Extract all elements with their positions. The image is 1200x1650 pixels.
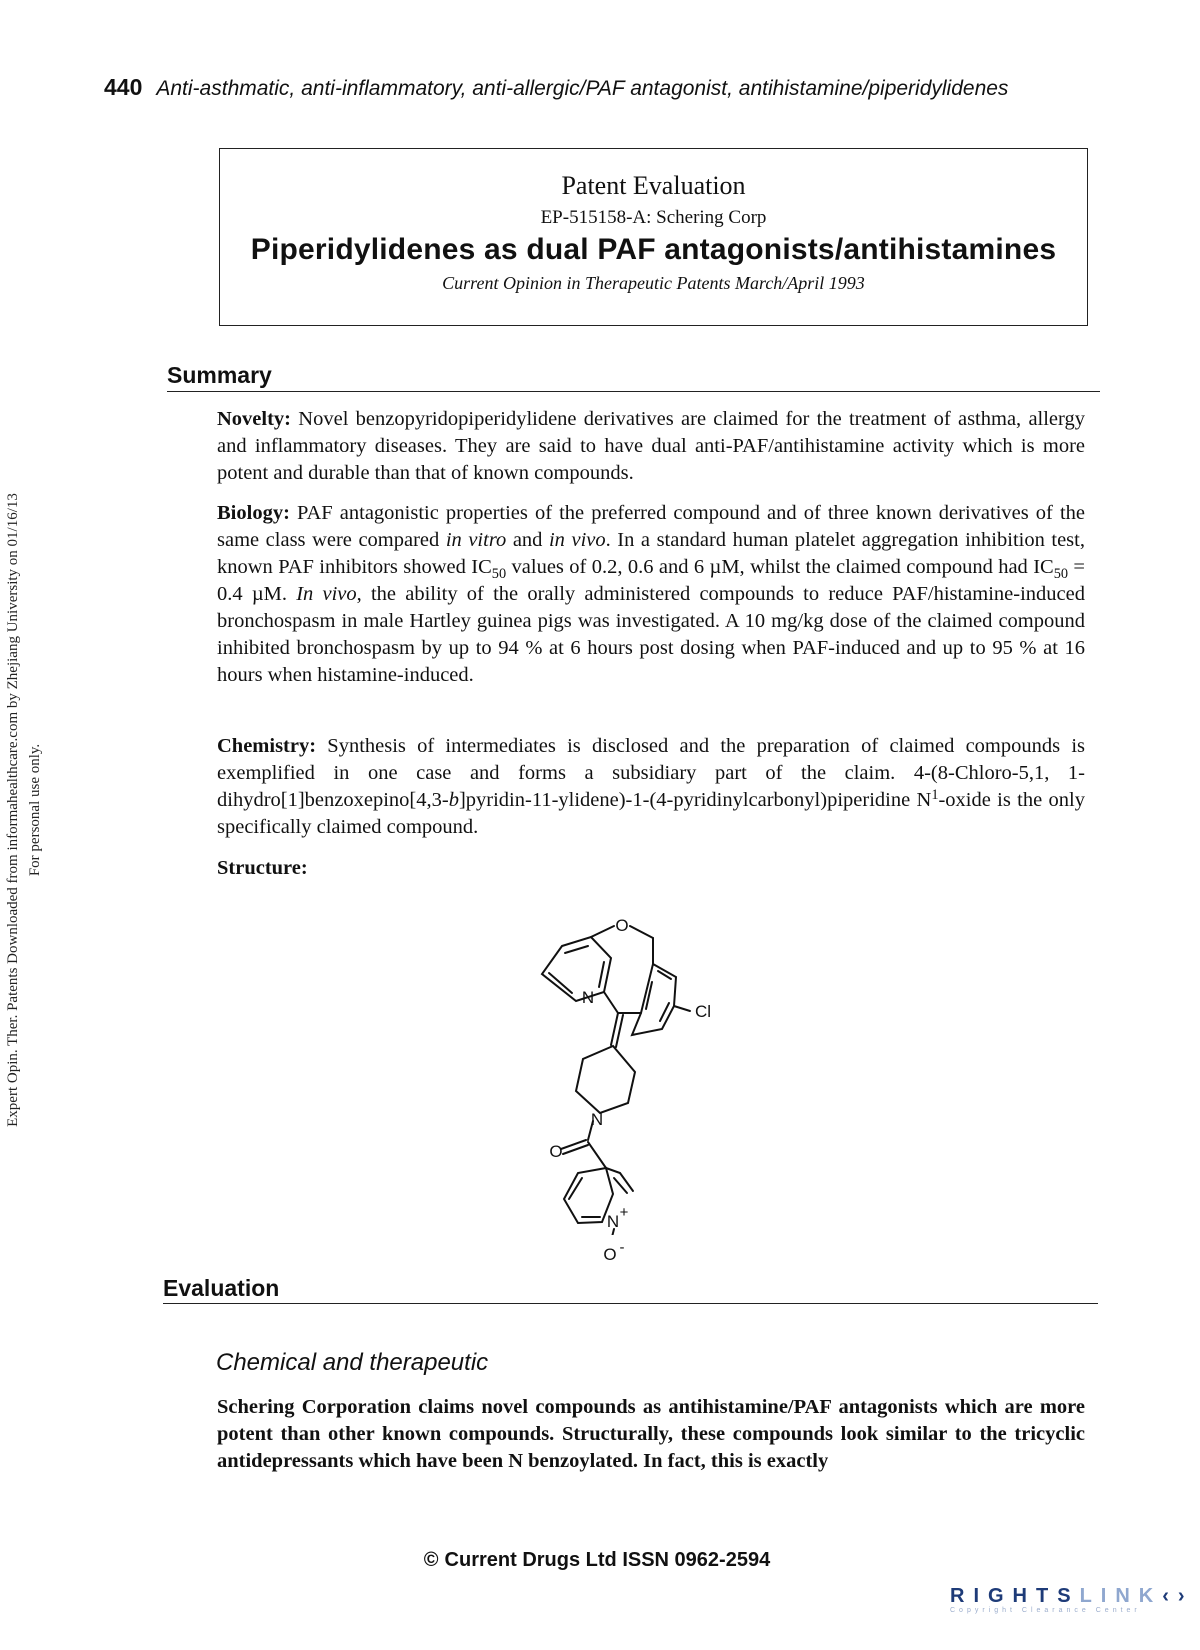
rightslink-subtitle: Copyright Clearance Center xyxy=(950,1607,1141,1614)
oxepine-bond xyxy=(630,926,653,938)
novelty-label: Novelty: xyxy=(217,408,292,430)
chemistry-text: -oxide is the only specifically claimed compound. xyxy=(217,789,1085,838)
chlorine-label: Cl xyxy=(694,1002,712,1021)
journal-citation: Current Opinion in Therapeutic Patents March/April 1993 xyxy=(442,273,865,293)
oxide-oxygen-label: O xyxy=(603,1245,617,1264)
chloro-bond xyxy=(674,1006,690,1011)
pyridine-double-bond xyxy=(565,946,588,953)
summary-heading: Summary xyxy=(167,362,272,388)
oxide-nitrogen-label: N xyxy=(606,1212,620,1231)
piperidine-ring xyxy=(576,1046,635,1113)
patent-evaluation-box xyxy=(219,148,1088,326)
novelty-paragraph xyxy=(217,406,1085,487)
biology-text: values of 0.2, 0.6 and 6 µM, whilst the claimed compound had IC xyxy=(506,556,1054,578)
carbonyl-oxygen-label: O xyxy=(549,1142,563,1161)
biology-subscript: 50 xyxy=(491,566,507,583)
chemistry-text: Synthesis of intermediates is disclosed and the preparation of claimed compounds is exemplified in one case and forms a subsidiary part of the claim. 4-(8-Chloro-5,1, 1-dihydro[1]benzoxepino[4,3- xyxy=(217,735,1085,811)
chemistry-superscript: 1 xyxy=(931,786,939,803)
article-title: Piperidylidenes as dual PAF antagonists/antihistamines xyxy=(250,233,1057,266)
footer-copyright xyxy=(0,1549,1200,1572)
chemistry-label: Chemistry: xyxy=(217,735,317,757)
chemical-structure xyxy=(520,905,760,1235)
rightslink-word-light: LINK xyxy=(1079,1585,1163,1607)
chemistry-text: ]pyridin-11-ylidene)-1-(4-pyridinylcarbonyl)piperidine N xyxy=(458,789,932,811)
carbonyl-bond xyxy=(588,1142,606,1168)
biology-text: , the ability of the orally administered compounds to reduce PAF/histamine-induced bronchospasm in male Hartley guinea pigs was investigated. A 10 mg/kg dose of the claimed compound inhibited bronchospasm by up to 94 % at 6 hours post dosing when PAF-induced and up to 95 % at 16 hours when histamine-induced. xyxy=(217,583,1085,686)
box-label: Patent Evaluation xyxy=(561,171,746,200)
biology-text: . In a standard human platelet aggregation inhibition test, known PAF inhibitors showed IC xyxy=(217,529,1085,578)
biology-italic: in vivo xyxy=(548,529,606,551)
biology-text: PAF antagonistic properties of the preferred compound and of three known derivatives of the same class were compared xyxy=(217,502,1085,551)
page-number: 440 xyxy=(104,74,143,100)
benzene-ring xyxy=(632,964,676,1035)
pyridine-nitrogen-label: N xyxy=(581,988,595,1007)
positive-charge-label: + xyxy=(619,1204,629,1221)
footer-text: Current Drugs Ltd ISSN 0962-2594 xyxy=(444,1549,771,1571)
copyright-symbol: © xyxy=(423,1549,439,1571)
evaluation-heading: Evaluation xyxy=(163,1275,280,1301)
chemical-therapeutic-subheading: Chemical and therapeutic xyxy=(216,1349,489,1376)
patent-number: EP-515158-A: Schering Corp xyxy=(540,207,767,228)
summary-rule xyxy=(167,391,1100,392)
download-note xyxy=(2,430,46,1190)
oxepine-bond xyxy=(591,926,614,937)
rightslink-logo[interactable] xyxy=(950,1585,1194,1614)
pyridine-double-bond xyxy=(599,962,604,987)
evaluation-paragraph: Schering Corporation claims novel compounds as antihistamine/PAF antagonists which are more potent than other known compounds. Structurally, these compounds look similar to the tricyclic antidepressants which have been N benzoylated. In fact, this is exactly xyxy=(217,1396,1085,1472)
structure-label: Structure: xyxy=(217,857,308,879)
biology-subscript: 50 xyxy=(1053,566,1069,583)
running-title: Anti-asthmatic, anti-inflammatory, anti-allergic/PAF antagonist, antihistamine/piperidylidenes xyxy=(156,77,1009,100)
biology-text: = 0.4 µM. xyxy=(217,556,1085,605)
chemistry-paragraph xyxy=(217,733,1085,841)
evaluation-rule xyxy=(163,1303,1098,1304)
biology-text: and xyxy=(506,529,549,551)
running-header xyxy=(104,74,1008,101)
chemistry-italic: b xyxy=(448,789,459,811)
rightslink-wordmark xyxy=(950,1585,1194,1608)
biology-italic: in vitro xyxy=(445,529,507,551)
biology-paragraph xyxy=(217,500,1085,689)
pyridine-oxide-double-bond xyxy=(569,1178,582,1199)
download-note-line1: Expert Opin. Ther. Patents Downloaded from informahealthcare.com by Zhejiang University on 01/16/13 xyxy=(5,493,21,1127)
biology-label: Biology: xyxy=(217,502,290,524)
piperidine-nitrogen-label: N xyxy=(590,1110,604,1129)
rightslink-word-dark: RIGHTS xyxy=(950,1585,1080,1607)
rightslink-chevron-icon: ‹› xyxy=(1162,1585,1194,1607)
oxide-oxygen-group xyxy=(596,1240,636,1280)
oxepine-bond xyxy=(604,992,618,1013)
download-note-line2: For personal use only. xyxy=(27,743,43,877)
ring-oxygen-label: O xyxy=(615,916,629,935)
pyridine-ring xyxy=(542,937,611,1001)
biology-italic: In vivo xyxy=(296,583,357,605)
negative-charge-label: - xyxy=(619,1240,625,1256)
novelty-text: Novel benzopyridopiperidylidene derivatives are claimed for the treatment of asthma, allergy and inflammatory diseases. They are said to have dual anti-PAF/antihistamine activity which is more potent and durable than that of known compounds. xyxy=(217,408,1085,484)
